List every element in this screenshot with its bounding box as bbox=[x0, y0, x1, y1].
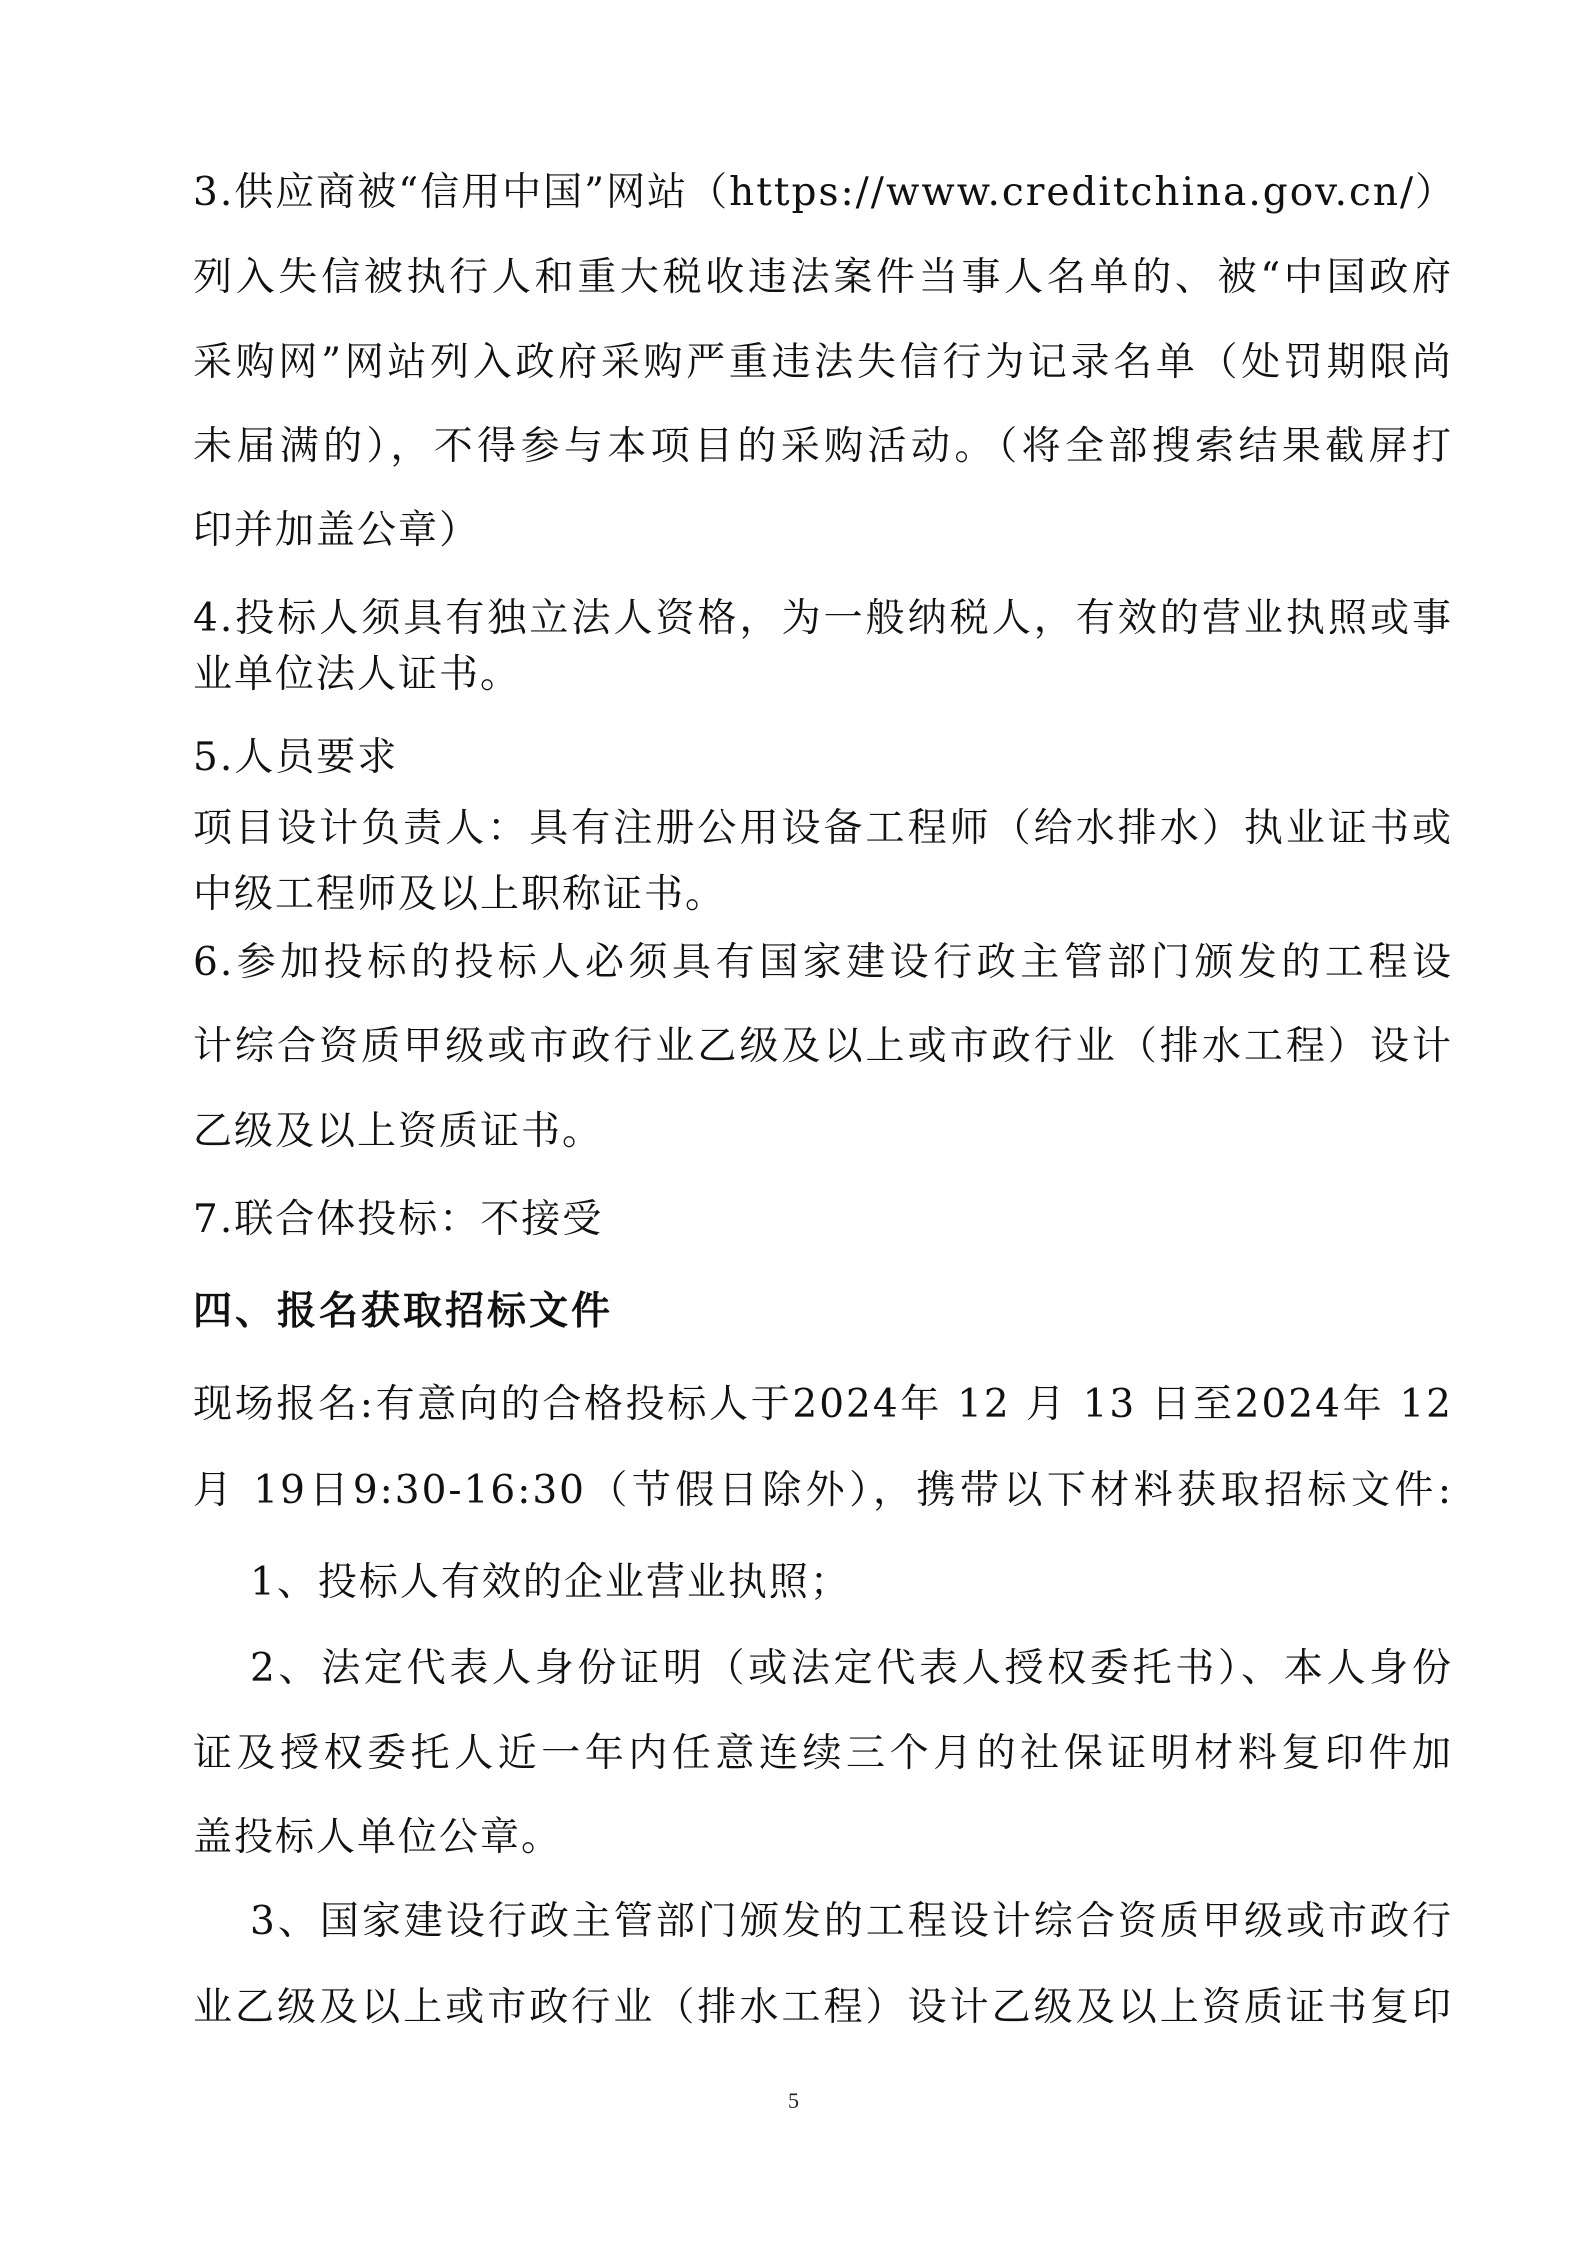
text-line: 4.投标人须具有独立法人资格，为一般纳税人，有效的营业执照或事 bbox=[193, 596, 1453, 641]
text-line: 盖投标人单位公章。 bbox=[193, 1815, 563, 1860]
text-line: 7.联合体投标：不接受 bbox=[193, 1197, 604, 1242]
text-line: 未届满的），不得参与本项目的采购活动。（将全部搜索结果截屏打 bbox=[193, 424, 1453, 469]
text-line: 业单位法人证书。 bbox=[193, 652, 522, 697]
text-line: 业乙级及以上或市政行业（排水工程）设计乙级及以上资质证书复印 bbox=[193, 1985, 1453, 2030]
text-line: 采购网”网站列入政府采购严重违法失信行为记录名单（处罚期限尚 bbox=[193, 340, 1453, 385]
text-line: 印并加盖公章） bbox=[193, 508, 481, 553]
text-line: 6.参加投标的投标人必须具有国家建设行政主管部门颁发的工程设 bbox=[193, 940, 1453, 985]
text-line: 中级工程师及以上职称证书。 bbox=[193, 872, 727, 917]
text-line: 乙级及以上资质证书。 bbox=[193, 1109, 604, 1154]
text-line: 现场报名:有意向的合格投标人于2024年 12 月 13 日至2024年 12 bbox=[193, 1382, 1453, 1427]
text-line: 3.供应商被“信用中国”网站（https://www.creditchina.gov.cn/） bbox=[193, 170, 1457, 215]
list-item: 3、国家建设行政主管部门颁发的工程设计综合资质甲级或市政行 bbox=[250, 1899, 1453, 1944]
section-heading: 四、报名获取招标文件 bbox=[193, 1289, 614, 1334]
list-item: 1、投标人有效的企业营业执照； bbox=[250, 1560, 851, 1605]
text-line: 列入失信被执行人和重大税收违法案件当事人名单的、被“中国政府 bbox=[193, 255, 1453, 300]
text-line: 5.人员要求 bbox=[193, 735, 399, 780]
page-number: 5 bbox=[788, 2088, 799, 2113]
text-line: 计综合资质甲级或市政行业乙级及以上或市政行业（排水工程）设计 bbox=[193, 1024, 1453, 1069]
text-line: 项目设计负责人：具有注册公用设备工程师（给水排水）执业证书或 bbox=[193, 806, 1453, 851]
list-item: 2、法定代表人身份证明（或法定代表人授权委托书）、本人身份 bbox=[250, 1646, 1453, 1691]
text-line: 月 19日9:30-16:30（节假日除外），携带以下材料获取招标文件: bbox=[193, 1468, 1453, 1513]
text-line: 证及授权委托人近一年内任意连续三个月的社保证明材料复印件加 bbox=[193, 1731, 1453, 1776]
